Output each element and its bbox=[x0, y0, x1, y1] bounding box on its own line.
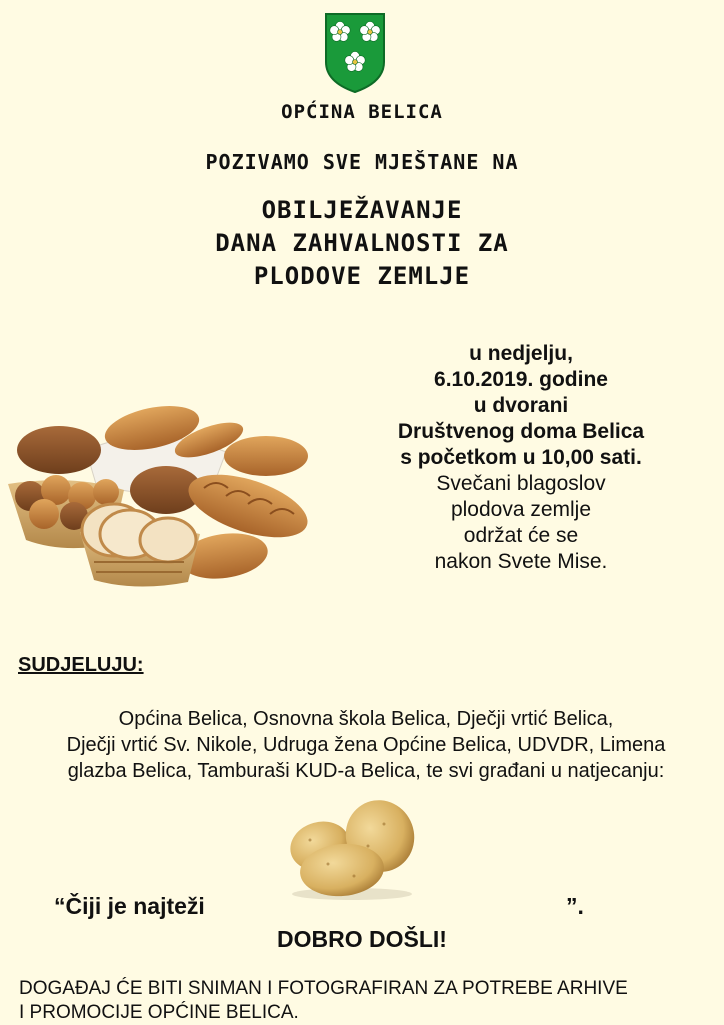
event-venue-line: u dvorani bbox=[473, 394, 569, 417]
recording-notice-line: I PROMOCIJE OPĆINE BELICA. bbox=[19, 1002, 299, 1023]
organization-name: OPĆINA BELICA bbox=[281, 101, 443, 123]
participants-line: Dječji vrtić Sv. Nikole, Udruga žena Općine Belica, UDVDR, Limena bbox=[66, 734, 666, 756]
recording-notice bbox=[19, 977, 719, 1025]
event-details bbox=[356, 341, 686, 575]
invitation-line: POZIVAMO SVE MJEŠTANE NA bbox=[205, 150, 519, 174]
participants-line: Općina Belica, Osnovna škola Belica, Dječji vrtić Belica, bbox=[118, 708, 614, 730]
welcome-message: DOBRO DOŠLI! bbox=[277, 926, 447, 952]
event-note-line: plodova zemlje bbox=[450, 498, 592, 521]
event-date-line: u nedjelju, bbox=[469, 342, 573, 365]
event-venue-line: Društvenog doma Belica bbox=[397, 420, 645, 443]
event-date-line: 6.10.2019. godine bbox=[434, 368, 608, 391]
bread-basket-image bbox=[4, 392, 318, 592]
recording-notice-line: DOGAĐAJ ĆE BITI SNIMAN I FOTOGRAFIRAN ZA POTREBE ARHIVE bbox=[19, 978, 628, 999]
participants-heading: SUDJELUJU: bbox=[18, 654, 144, 676]
coat-of-arms-icon bbox=[324, 12, 386, 94]
event-title-line: DANA ZAHVALNOSTI ZA bbox=[215, 229, 509, 257]
contest-text-open: “Čiji je najteži bbox=[54, 893, 205, 919]
event-note-line: održat će se bbox=[463, 524, 579, 547]
potatoes-image bbox=[284, 790, 420, 902]
event-title-line: PLODOVE ZEMLJE bbox=[253, 262, 471, 290]
event-title bbox=[0, 194, 724, 293]
event-time-line: s početkom u 10,00 sati. bbox=[400, 446, 642, 469]
participants-list bbox=[8, 706, 724, 784]
event-title-line: OBILJEŽAVANJE bbox=[261, 196, 463, 224]
event-note-line: nakon Svete Mise. bbox=[434, 550, 608, 573]
participants-line: glazba Belica, Tamburaši KUD-a Belica, te svi građani u natjecanju: bbox=[67, 760, 665, 782]
contest-text-close: ”. bbox=[566, 893, 584, 919]
event-note-line: Svečani blagoslov bbox=[436, 472, 606, 495]
